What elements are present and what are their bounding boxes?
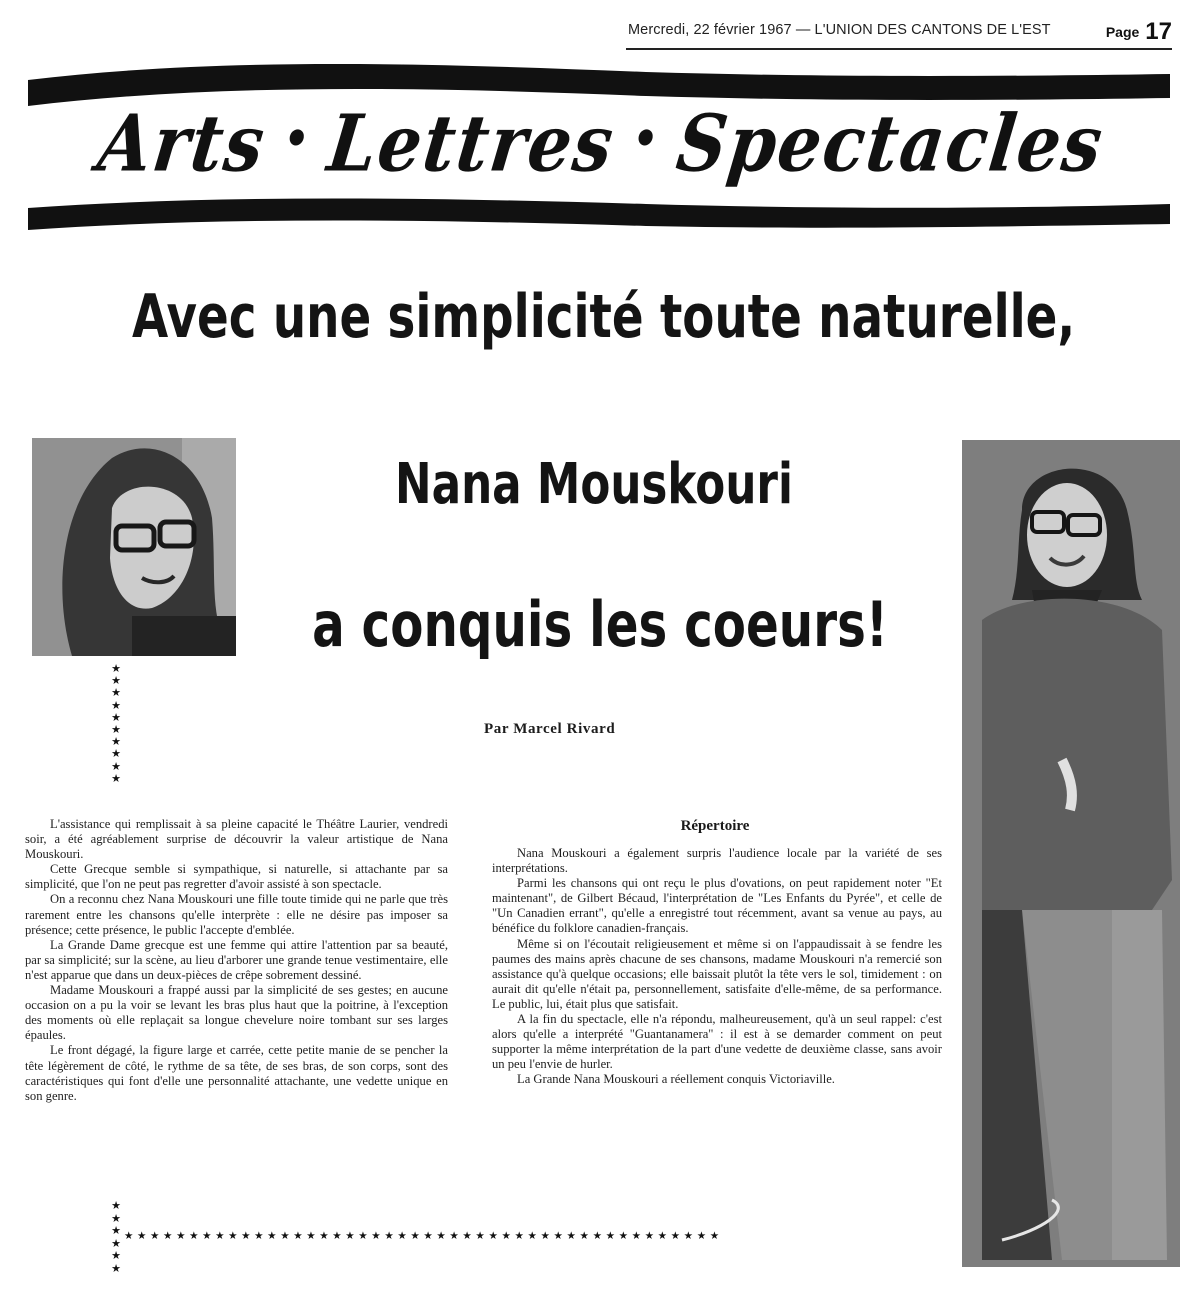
star-icon: ★ (267, 1230, 281, 1242)
headline-line-2: Nana Mouskouri (395, 452, 793, 517)
star-icon: ★ (202, 1230, 216, 1242)
star-icon: ★ (254, 1230, 268, 1242)
star-icon: ★ (501, 1230, 515, 1242)
star-icon: ★ (111, 723, 121, 737)
masthead (626, 18, 1172, 48)
masthead-rule (626, 48, 1172, 50)
paragraph: Le front dégagé, la figure large et carrée, cette petite manie de se pencher la tête légèrement de côté, le rythme de sa tête, de ses bras, de son corps, sont des caractéristiques qui font d'elle une personnalité attachante, une vedette unique en son genre. (25, 1043, 448, 1103)
star-icon: ★ (488, 1230, 502, 1242)
section-word-arts: Arts (93, 98, 271, 190)
paragraph: La Grande Nana Mouskouri a réellement conquis Victoriaville. (517, 1072, 835, 1087)
star-icon: ★ (241, 1230, 255, 1242)
byline: Par Marcel Rivard (484, 721, 616, 737)
star-icon: ★ (423, 1230, 437, 1242)
star-icon: ★ (475, 1230, 489, 1242)
star-icon: ★ (280, 1230, 294, 1242)
star-icon: ★ (111, 1261, 121, 1275)
section-word-spectacles: Spectacles (671, 98, 1109, 190)
star-icon: ★ (657, 1230, 671, 1242)
portrait-photo-left (32, 438, 236, 656)
paragraph: Parmi les chansons qui ont reçu le plus d'ovations, on peut rapidement noter "Et maintenant", de Gilbert Bécaud, l'interprétation de "Les Enfants du Pyrée", et celle de "Un Canadien errant", qu'elle a enregistré tout récemment, avant sa venue au pays, au bénéfice du folklore canadien-français. (492, 876, 942, 936)
section-word-lettres: Lettres (323, 98, 620, 190)
star-icon: ★ (384, 1230, 398, 1242)
star-icon: ★ (111, 662, 121, 675)
paragraph: Nana Mouskouri a également surpris l'audience locale par la variété de ses interprétations. (492, 846, 942, 876)
star-icon: ★ (605, 1230, 619, 1242)
star-icon: ★ (293, 1230, 307, 1242)
star-icon: ★ (345, 1230, 359, 1242)
star-icon: ★ (228, 1230, 242, 1242)
star-icon: ★ (683, 1230, 697, 1242)
star-icon: ★ (111, 698, 121, 712)
separator-bullet: • (280, 111, 315, 166)
page-number: 17 (1145, 18, 1172, 45)
star-icon: ★ (696, 1230, 710, 1242)
star-icon: ★ (397, 1230, 411, 1242)
star-icon: ★ (163, 1230, 177, 1242)
star-icon: ★ (462, 1230, 476, 1242)
paragraph: On a reconnu chez Nana Mouskouri une fille toute timide qui ne parle que très rarement entre les chansons qu'elle interprète : elle ne désire pas imposer sa présence; cette présence, le public l'accepte d'emblée. (25, 892, 448, 937)
headline-line-1: Avec une simplicité toute naturelle, (132, 282, 1076, 352)
star-icon: ★ (111, 674, 121, 688)
star-icon: ★ (540, 1230, 554, 1242)
star-icon: ★ (111, 1211, 121, 1225)
star-icon: ★ (111, 1236, 121, 1250)
article-column-right (492, 846, 942, 1088)
star-icon: ★ (111, 710, 121, 724)
star-icon: ★ (215, 1230, 229, 1242)
star-icon: ★ (111, 735, 121, 749)
paragraph: La Grande Dame grecque est une femme qui attire l'attention par sa beauté, par sa simplicité; sur la scène, au lieu d'arborer une grande tenue vestimentaire, elle n'est apparue que dans un deux-pièces de crêpe sobrement dessiné. (25, 937, 448, 982)
star-icon: ★ (137, 1230, 151, 1242)
star-icon: ★ (514, 1230, 528, 1242)
star-rule-horizontal (124, 1230, 723, 1242)
star-icon: ★ (618, 1230, 632, 1242)
star-icon: ★ (436, 1230, 450, 1242)
banner-bottom-stripe (28, 199, 1170, 231)
headline-line-3: a conquis les coeurs! (312, 588, 888, 661)
star-icon: ★ (449, 1230, 463, 1242)
paragraph: A la fin du spectacle, elle n'a répondu, malheureusement, qu'à un seul rappel: c'est alors qu'elle a interprété "Guantanamera" : il est à se demarder comment on peut supporter la même interprétation de la part d'une vedette de deuxième classe, sans avoir un peu l'envie de hurler. (492, 1012, 942, 1072)
paragraph: Même si on l'écoutait religieusement et même si on l'appaudissait à se fendre les paumes des mains après chacune de ses chansons, madame Mouskouri n'a remercié son assistance qu'à quelque occasions; elle baissait plutôt la tête vers le sol, timidement : on aurait dit qu'elle n'était pa, personnellement, satisfaite d'elle-même, de sa performance. Le public, lui, était plus que satisfait. (492, 936, 942, 1011)
star-rule-vertical-top (110, 663, 122, 785)
section-banner (26, 58, 1172, 234)
star-icon: ★ (150, 1230, 164, 1242)
star-icon: ★ (670, 1230, 684, 1242)
star-icon: ★ (111, 1224, 121, 1237)
star-icon: ★ (709, 1230, 723, 1242)
portrait-headshot-image (32, 438, 236, 656)
full-length-portrait-image (962, 440, 1180, 1267)
paragraph: L'assistance qui remplissait à sa pleine capacité le Théâtre Laurier, vendredi soir, a été agréablement surprise de découvrir la valeur artistique de Nana Mouskouri. (25, 817, 448, 862)
paragraph: Cette Grecque semble si sympathique, si naturelle, si attachante par sa simplicité, que l'on ne peut pas regretter d'avoir assisté à son spectacle. (25, 862, 448, 892)
page-label: Page (1105, 24, 1140, 40)
star-icon: ★ (124, 1230, 138, 1242)
star-icon: ★ (111, 771, 121, 785)
page-indicator (1106, 18, 1172, 46)
portrait-photo-right (962, 440, 1180, 1267)
star-icon: ★ (592, 1230, 606, 1242)
star-icon: ★ (176, 1230, 190, 1242)
article-column-left (25, 817, 448, 1104)
paragraph: Madame Mouskouri a frappé aussi par la simplicité de ses gestes; en aucune occasion on a pu la voir se levant les bras plus haut que la poitrine, à l'exception des moments où elle replaçait sa longue chevelure noire tombant sur ses larges épaules. (25, 983, 448, 1043)
star-icon: ★ (631, 1230, 645, 1242)
subheading-repertoire: Répertoire (680, 818, 750, 834)
star-icon: ★ (527, 1230, 541, 1242)
star-icon: ★ (358, 1230, 372, 1242)
star-icon: ★ (111, 1249, 121, 1262)
star-icon: ★ (319, 1230, 333, 1242)
dateline: Mercredi, 22 février 1967 — L'UNION DES CANTONS DE L'EST (628, 22, 1051, 38)
star-icon: ★ (579, 1230, 593, 1242)
star-rule-vertical-bottom (110, 1200, 122, 1275)
section-title (40, 98, 1161, 190)
star-icon: ★ (553, 1230, 567, 1242)
star-icon: ★ (111, 759, 121, 773)
star-icon: ★ (644, 1230, 658, 1242)
star-icon: ★ (189, 1230, 203, 1242)
star-icon: ★ (371, 1230, 385, 1242)
star-icon: ★ (566, 1230, 580, 1242)
star-icon: ★ (111, 1199, 121, 1212)
star-icon: ★ (410, 1230, 424, 1242)
separator-bullet: • (629, 111, 664, 166)
star-icon: ★ (111, 747, 121, 761)
star-icon: ★ (111, 686, 121, 700)
star-icon: ★ (306, 1230, 320, 1242)
star-icon: ★ (332, 1230, 346, 1242)
